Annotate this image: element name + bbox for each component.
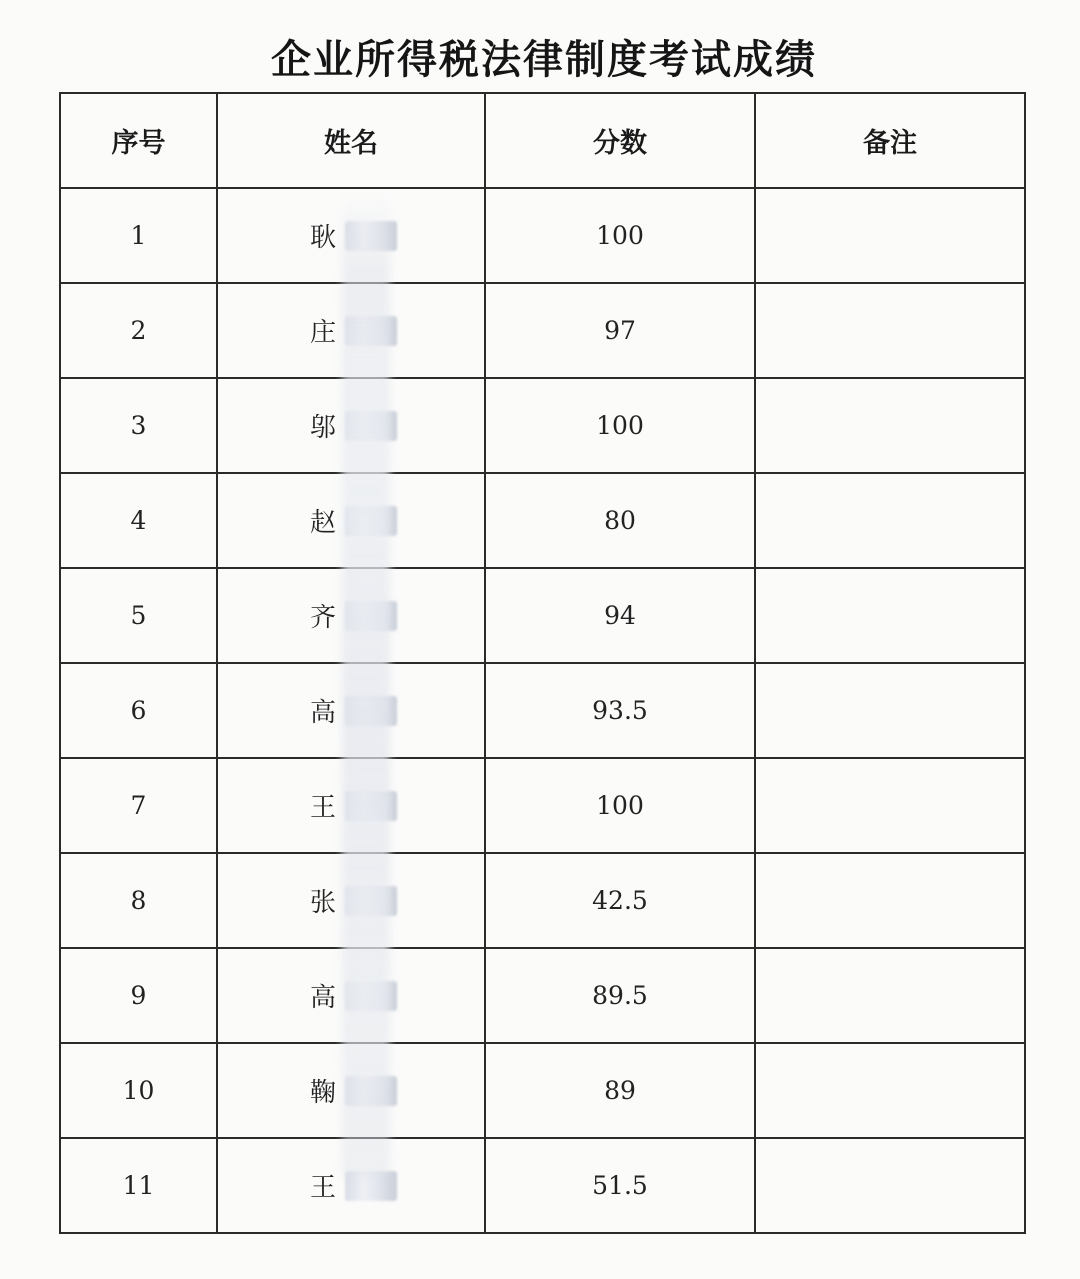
cell-index: 4 [60, 473, 217, 568]
cell-name [217, 188, 485, 283]
cell-note [755, 663, 1025, 758]
surname: 邬 [309, 413, 336, 443]
cell-index: 9 [60, 948, 217, 1043]
redacted-given-name [345, 981, 397, 1011]
cell-index: 1 [60, 188, 217, 283]
header-row [60, 93, 1025, 188]
cell-score: 100 [485, 758, 755, 853]
cell-note [755, 473, 1025, 568]
table-row [60, 853, 1025, 948]
surname: 高 [309, 698, 336, 728]
cell-score: 100 [485, 188, 755, 283]
cell-name [217, 568, 485, 663]
header-score: 分数 [485, 93, 755, 188]
surname: 鞠 [309, 1078, 336, 1108]
surname: 张 [309, 888, 336, 918]
cell-index: 7 [60, 758, 217, 853]
scores-table [59, 92, 1026, 1234]
surname: 耿 [309, 223, 336, 253]
cell-name [217, 948, 485, 1043]
cell-note [755, 188, 1025, 283]
surname: 齐 [309, 603, 336, 633]
cell-score: 100 [485, 378, 755, 473]
table-row [60, 378, 1025, 473]
table-row [60, 1043, 1025, 1138]
redacted-given-name [345, 1171, 397, 1201]
table-row [60, 663, 1025, 758]
redacted-given-name [345, 791, 397, 821]
cell-note [755, 1043, 1025, 1138]
redacted-given-name [345, 886, 397, 916]
surname: 庄 [309, 318, 336, 348]
redacted-given-name [345, 221, 397, 251]
cell-score: 93.5 [485, 663, 755, 758]
redacted-given-name [345, 506, 397, 536]
cell-index: 5 [60, 568, 217, 663]
cell-name [217, 663, 485, 758]
surname: 王 [309, 793, 336, 823]
header-name: 姓名 [217, 93, 485, 188]
cell-note [755, 378, 1025, 473]
table-row [60, 283, 1025, 378]
cell-index: 3 [60, 378, 217, 473]
header-index: 序号 [60, 93, 217, 188]
table-row [60, 758, 1025, 853]
cell-index: 2 [60, 283, 217, 378]
cell-index: 6 [60, 663, 217, 758]
surname: 高 [309, 983, 336, 1013]
cell-note [755, 1138, 1025, 1233]
cell-score: 42.5 [485, 853, 755, 948]
cell-name [217, 378, 485, 473]
cell-name [217, 1138, 485, 1233]
cell-score: 89 [485, 1043, 755, 1138]
cell-note [755, 283, 1025, 378]
cell-name [217, 283, 485, 378]
table-row [60, 1138, 1025, 1233]
cell-name [217, 853, 485, 948]
cell-score: 94 [485, 568, 755, 663]
cell-index: 10 [60, 1043, 217, 1138]
cell-score: 51.5 [485, 1138, 755, 1233]
redacted-given-name [345, 411, 397, 441]
cell-name [217, 473, 485, 568]
cell-name [217, 758, 485, 853]
table-row [60, 188, 1025, 283]
cell-note [755, 568, 1025, 663]
cell-score: 89.5 [485, 948, 755, 1043]
surname: 王 [309, 1173, 336, 1203]
cell-note [755, 948, 1025, 1043]
table-row [60, 568, 1025, 663]
cell-score: 80 [485, 473, 755, 568]
redacted-given-name [345, 1076, 397, 1106]
cell-name [217, 1043, 485, 1138]
redacted-given-name [345, 601, 397, 631]
cell-index: 8 [60, 853, 217, 948]
header-note: 备注 [755, 93, 1025, 188]
page-title: 企业所得税法律制度考试成绩 [271, 37, 817, 83]
cell-note [755, 853, 1025, 948]
cell-note [755, 758, 1025, 853]
table-row [60, 473, 1025, 568]
table-row [60, 948, 1025, 1043]
surname: 赵 [309, 508, 336, 538]
redacted-given-name [345, 316, 397, 346]
cell-score: 97 [485, 283, 755, 378]
cell-index: 11 [60, 1138, 217, 1233]
redacted-given-name [345, 696, 397, 726]
